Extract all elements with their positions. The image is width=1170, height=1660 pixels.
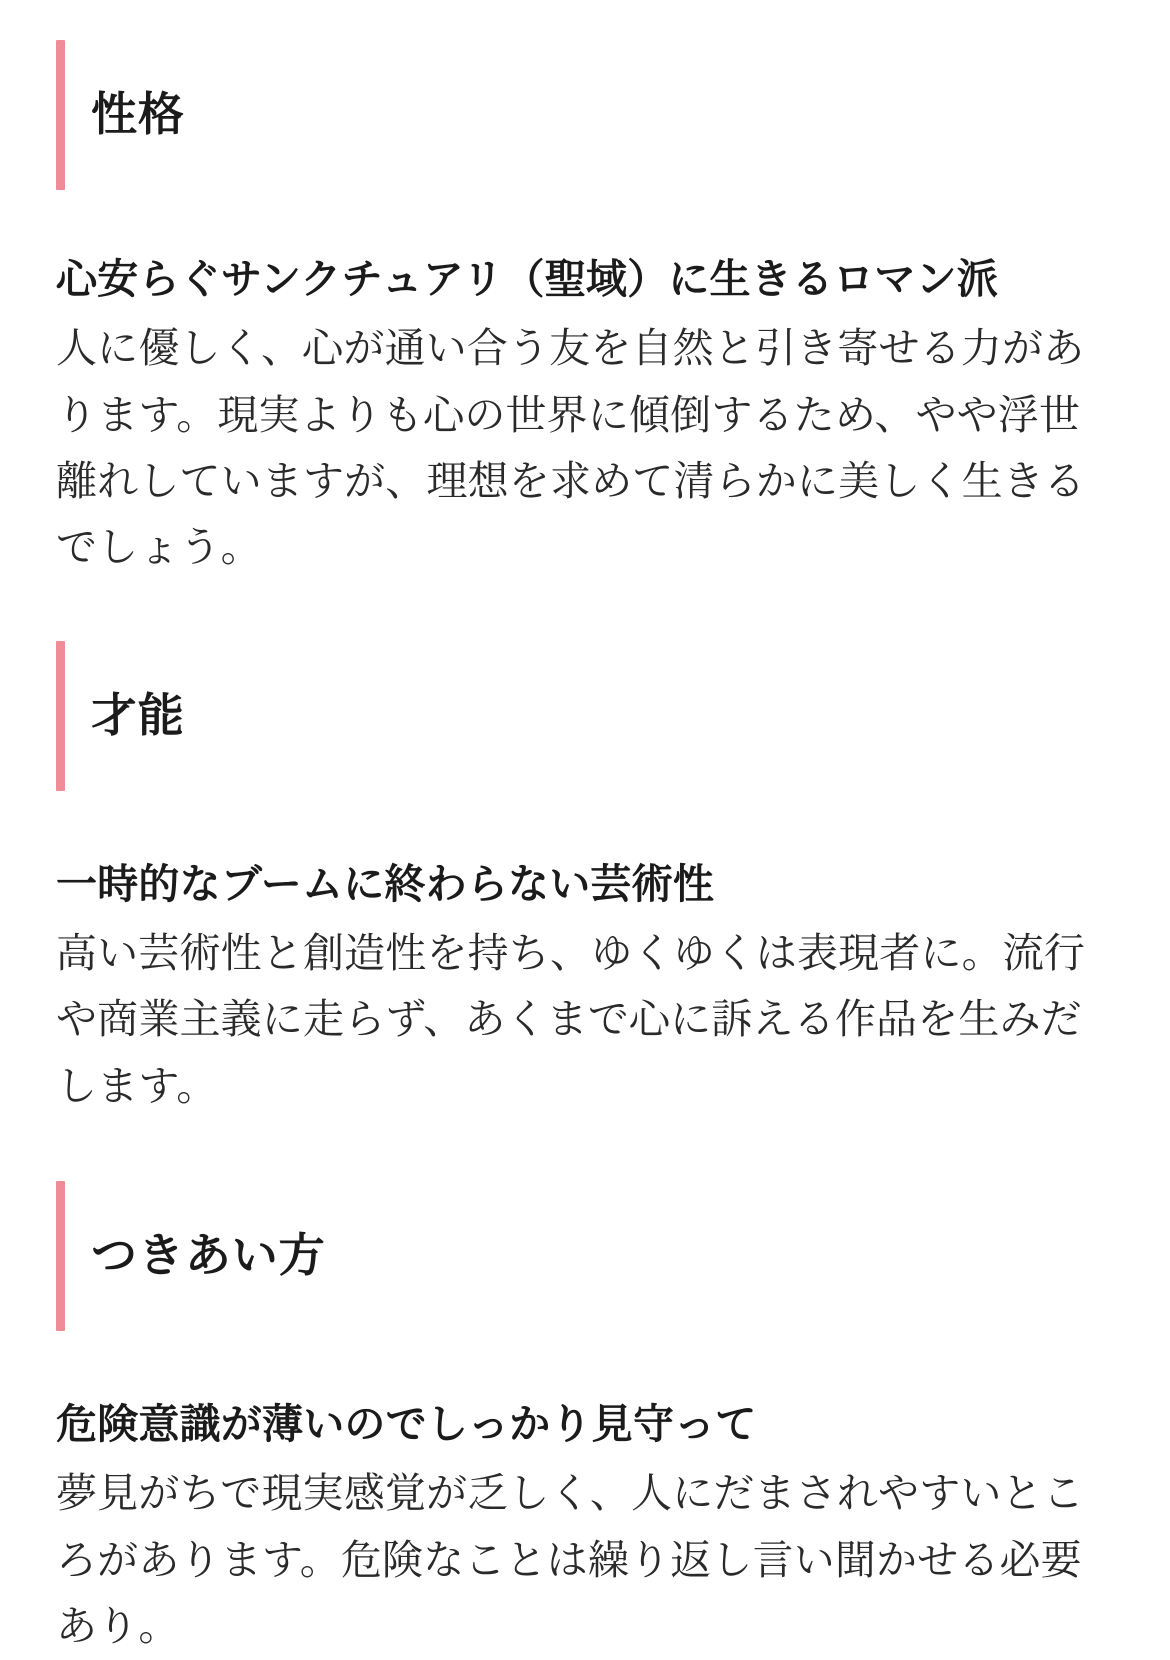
section-title: つきあい方 — [91, 1229, 326, 1282]
section-title: 性格 — [91, 88, 185, 141]
section-talent — [56, 641, 1114, 1119]
section-personality — [56, 40, 1114, 581]
section-body: 夢見がちで現実感覚が乏しく、人にだまされやすいところがあります。危険なことは繰り返し言い聞かせる必要あり。 — [56, 1470, 1084, 1650]
section-subtitle: 一時的なブームに終わらない芸術性 — [56, 860, 715, 907]
section-title: 才能 — [91, 688, 185, 741]
section-heading-personality — [56, 40, 1114, 190]
section-body: 高い芸術性と創造性を持ち、ゆくゆくは表現者に。流行や商業主義に走らず、あくまで心に訴える作品を生みだします。 — [56, 930, 1086, 1109]
section-relations — [56, 1181, 1114, 1659]
content-block-relations — [56, 1397, 1114, 1660]
heading-accent-bar — [56, 641, 65, 791]
section-heading-relations — [56, 1181, 1114, 1331]
section-body: 人に優しく、心が通い合う友を自然と引き寄せる力があります。現実よりも心の世界に傾倒するため、やや浮世離れしていますが、理想を求めて清らかに美しく生きるでしょう。 — [56, 325, 1086, 571]
heading-accent-bar — [56, 40, 65, 190]
heading-accent-bar — [56, 1181, 65, 1331]
content-block-talent — [56, 857, 1114, 1120]
section-subtitle: 心安らぐサンクチュアリ（聖域）に生きるロマン派 — [56, 255, 998, 302]
section-heading-talent — [56, 641, 1114, 791]
section-subtitle: 危険意識が薄いのでしっかり見守って — [56, 1401, 757, 1448]
content-block-personality — [56, 252, 1114, 581]
